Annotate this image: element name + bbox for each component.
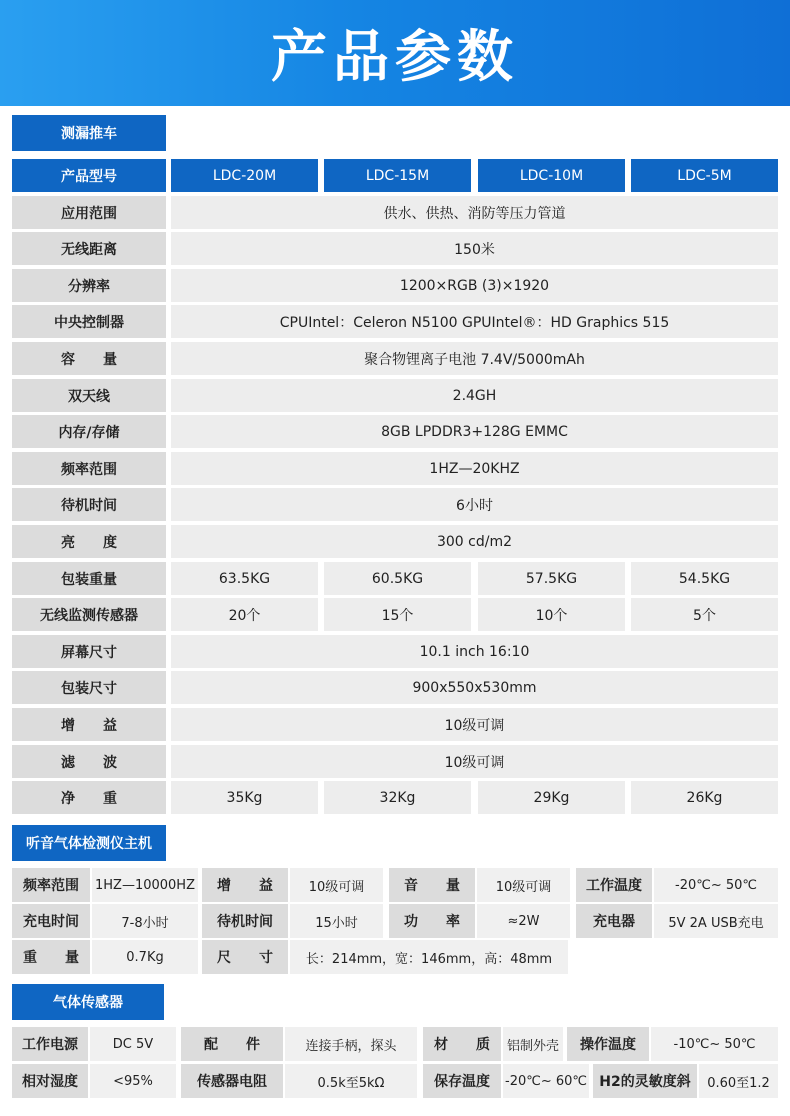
- spec-row-label: 容 量: [12, 342, 166, 375]
- sensor-spec-value: <95%: [90, 1064, 176, 1098]
- host-spec-label: 充电器: [576, 904, 652, 938]
- host-spec-label: 增 益: [202, 868, 288, 902]
- sensor-spec-label: 材 质: [423, 1027, 501, 1061]
- page-title: 产品参数: [271, 25, 519, 90]
- spec-row-value: 900x550x530mm: [171, 671, 778, 704]
- model-header-cell: LDC-20M: [171, 159, 318, 192]
- host-spec-value: 10级可调: [477, 868, 570, 902]
- host-spec-label: 尺 寸: [202, 940, 288, 974]
- spec-row-label: 双天线: [12, 379, 166, 412]
- host-spec-label: 重 量: [12, 940, 90, 974]
- spec-row-value: 57.5KG: [478, 562, 625, 595]
- spec-row-label: 亮 度: [12, 525, 166, 558]
- spec-row-value: 6小时: [171, 488, 778, 521]
- sensor-spec-value: 连接手柄，探头: [285, 1027, 417, 1061]
- section-title-sensor: 气体传感器: [12, 984, 164, 1020]
- spec-row-value: 35Kg: [171, 781, 318, 814]
- spec-row-value: 1200×RGB (3)×1920: [171, 269, 778, 302]
- spec-row-value: 2.4GH: [171, 379, 778, 412]
- sensor-spec-value: 0.60至1.2: [699, 1064, 778, 1098]
- host-spec-value: 7-8小时: [92, 904, 198, 938]
- spec-row-label: 中央控制器: [12, 305, 166, 338]
- spec-row-value: 300 cd/m2: [171, 525, 778, 558]
- spec-row-value: 1HZ—20KHZ: [171, 452, 778, 485]
- spec-row-value: 10个: [478, 598, 625, 631]
- spec-row-value: 150米: [171, 232, 778, 265]
- host-spec-value: 长：214mm，宽：146mm，高：48mm: [290, 940, 568, 974]
- spec-row-value: 10.1 inch 16:10: [171, 635, 778, 668]
- sensor-spec-value: 0.5k至5kΩ: [285, 1064, 417, 1098]
- sensor-spec-value: -10℃~ 50℃: [651, 1027, 778, 1061]
- section-title-cart: 测漏推车: [12, 115, 166, 151]
- spec-row-value: 15个: [324, 598, 471, 631]
- sensor-spec-value: -20℃~ 60℃: [503, 1064, 589, 1098]
- spec-row-label: 内存/存储: [12, 415, 166, 448]
- host-spec-label: 音 量: [389, 868, 475, 902]
- host-spec-label: 功 率: [389, 904, 475, 938]
- spec-row-value: 32Kg: [324, 781, 471, 814]
- spec-row-label: 包装尺寸: [12, 671, 166, 704]
- sensor-spec-label: 工作电源: [12, 1027, 88, 1061]
- spec-row-value: 10级可调: [171, 745, 778, 778]
- spec-row-value: 10级可调: [171, 708, 778, 741]
- sensor-spec-label: 操作温度: [567, 1027, 649, 1061]
- spec-row-label: 包装重量: [12, 562, 166, 595]
- spec-row-value: 29Kg: [478, 781, 625, 814]
- spec-row-value: 63.5KG: [171, 562, 318, 595]
- spec-row-value: 聚合物锂离子电池 7.4V/5000mAh: [171, 342, 778, 375]
- section-title-host: 听音气体检测仪主机: [12, 825, 166, 861]
- host-spec-label: 待机时间: [202, 904, 288, 938]
- sensor-spec-value: 铝制外壳: [503, 1027, 563, 1061]
- host-spec-value: 0.7Kg: [92, 940, 198, 974]
- model-header-label: 产品型号: [12, 159, 166, 192]
- spec-row-value: 54.5KG: [631, 562, 778, 595]
- spec-row-label: 无线距离: [12, 232, 166, 265]
- host-spec-label: 频率范围: [12, 868, 90, 902]
- spec-row-value: CPUIntel：Celeron N5100 GPUIntel®：HD Graphics 515: [171, 305, 778, 338]
- spec-row-label: 应用范围: [12, 196, 166, 229]
- host-spec-value: ≈2W: [477, 904, 570, 938]
- spec-row-value: 8GB LPDDR3+128G EMMC: [171, 415, 778, 448]
- model-header-cell: LDC-15M: [324, 159, 471, 192]
- spec-row-label: 分辨率: [12, 269, 166, 302]
- spec-row-label: 净 重: [12, 781, 166, 814]
- sensor-spec-label: 配 件: [181, 1027, 283, 1061]
- host-spec-value: 5V 2A USB充电: [654, 904, 778, 938]
- spec-row-value: 5个: [631, 598, 778, 631]
- spec-row-label: 无线监测传感器: [12, 598, 166, 631]
- host-spec-value: 1HZ—10000HZ: [92, 868, 198, 902]
- spec-row-value: 20个: [171, 598, 318, 631]
- spec-row-label: 频率范围: [12, 452, 166, 485]
- host-spec-value: 10级可调: [290, 868, 383, 902]
- sensor-spec-value: DC 5V: [90, 1027, 176, 1061]
- spec-row-label: 增 益: [12, 708, 166, 741]
- sensor-spec-label: 保存温度: [423, 1064, 501, 1098]
- sensor-spec-label: 相对湿度: [12, 1064, 88, 1098]
- page-banner: [0, 0, 790, 106]
- spec-row-value: 26Kg: [631, 781, 778, 814]
- spec-row-value: 60.5KG: [324, 562, 471, 595]
- host-spec-label: 充电时间: [12, 904, 90, 938]
- host-spec-value: -20℃~ 50℃: [654, 868, 778, 902]
- spec-row-label: 待机时间: [12, 488, 166, 521]
- spec-row-label: 滤 波: [12, 745, 166, 778]
- host-spec-value: 15小时: [290, 904, 383, 938]
- model-header-cell: LDC-10M: [478, 159, 625, 192]
- host-spec-label: 工作温度: [576, 868, 652, 902]
- sensor-spec-label: H2的灵敏度斜: [593, 1064, 697, 1098]
- spec-row-value: 供水、供热、消防等压力管道: [171, 196, 778, 229]
- spec-row-label: 屏幕尺寸: [12, 635, 166, 668]
- model-header-cell: LDC-5M: [631, 159, 778, 192]
- sensor-spec-label: 传感器电阻: [181, 1064, 283, 1098]
